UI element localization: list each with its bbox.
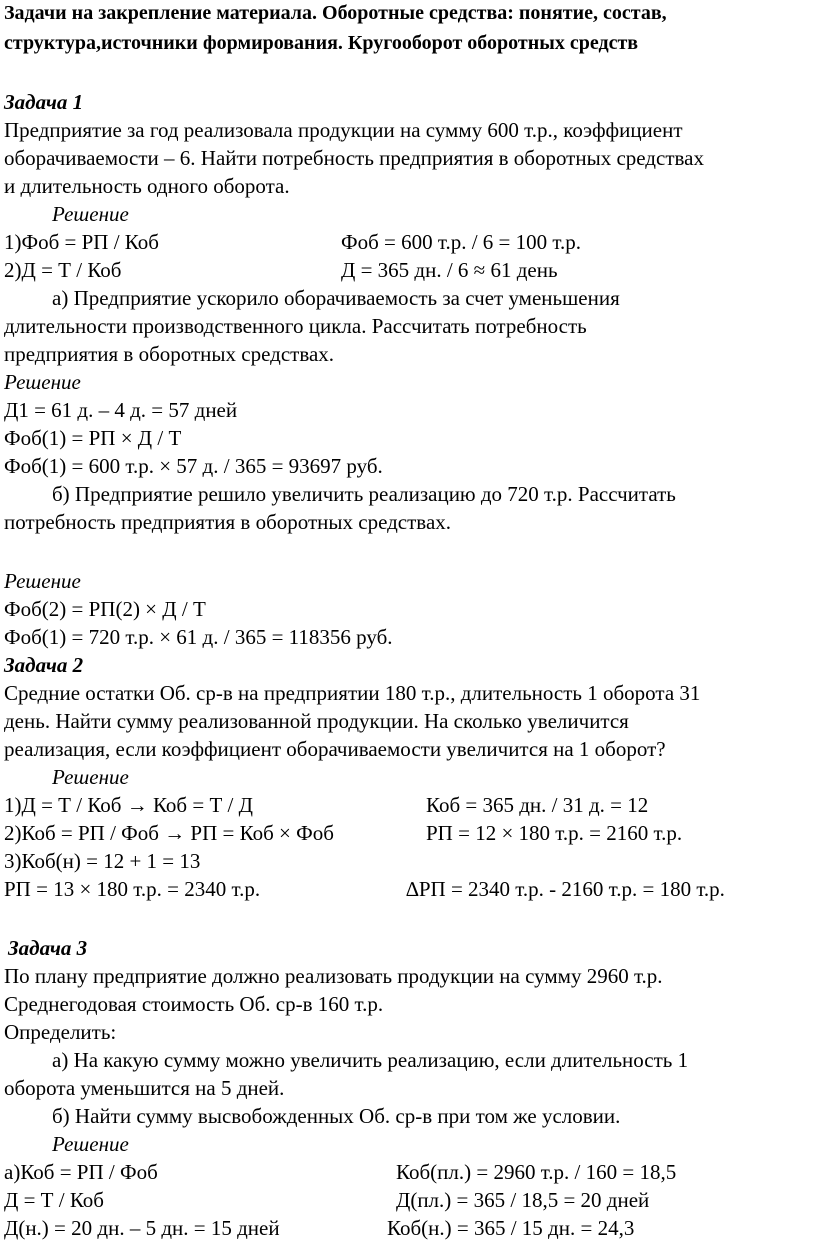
- task2-step-calc: Коб = 365 дн. / 31 д. = 12: [426, 793, 649, 817]
- task1-part-a-step: Фоб(1) = 600 т.р. × 57 д. / 365 = 93697 руб.: [4, 454, 383, 478]
- task1-part-a-line: а) Предприятие ускорило оборачиваемость за счет уменьшения: [52, 286, 620, 310]
- task3-step-formula: Д = Т / Коб: [4, 1188, 104, 1212]
- task1-part-b-solution-label: Решение: [4, 569, 81, 593]
- task2-condition-line: реализация, если коэффициент оборачиваемости увеличится на 1 оборот?: [4, 737, 666, 761]
- task1-part-a-line: длительности производственного цикла. Рассчитать потребность: [4, 314, 587, 338]
- task3-condition-line: По плану предприятие должно реализовать продукции на сумму 2960 т.р.: [4, 964, 663, 988]
- task3-step-calc: Д(пл.) = 365 / 18,5 = 20 дней: [396, 1188, 650, 1212]
- task2-step-formula: 2)Коб = РП / Фоб → РП = Коб × Фоб: [4, 821, 334, 845]
- task1-part-b-line: потребность предприятия в оборотных средствах.: [4, 510, 452, 534]
- task3-part-a-line: оборота уменьшится на 5 дней.: [4, 1076, 285, 1100]
- task3-step-calc: Коб(пл.) = 2960 т.р. / 160 = 18,5: [396, 1160, 677, 1184]
- task1-step: [4, 229, 159, 255]
- task3-part-b-line: б) Найти сумму высвобожденных Об. ср-в при том же условии.: [52, 1104, 621, 1128]
- task1-condition-line: Предприятие за год реализовала продукции на сумму 600 т.р., коэффициент: [4, 118, 683, 142]
- task2-step-formula: 1)Д = Т / Коб → Коб = Т / Д: [4, 793, 253, 817]
- task2-step-formula: РП = 13 × 180 т.р. = 2340 т.р.: [4, 877, 261, 901]
- task2-step-formula: 3)Коб(н) = 12 + 1 = 13: [4, 849, 201, 873]
- task2-step-calc: РП = 12 × 180 т.р. = 2160 т.р.: [426, 821, 683, 845]
- task1-step-calc: Фоб = 600 т.р. / 6 = 100 т.р.: [341, 230, 581, 254]
- task1-condition-line: оборачиваемости – 6. Найти потребность предприятия в оборотных средствах: [4, 146, 704, 170]
- document-title-line-2: структура,источники формирования. Кругооборот оборотных средств: [4, 32, 639, 54]
- task1-part-b-step: Фоб(2) = РП(2) × Д / Т: [4, 597, 206, 621]
- task3-step-calc: Коб(н.) = 365 / 15 дн. = 24,3: [387, 1216, 635, 1240]
- task2-step-calc: ∆РП = 2340 т.р. - 2160 т.р. = 180 т.р.: [406, 877, 725, 901]
- task2-title: Задача 2: [4, 653, 84, 677]
- task1-solution-label: Решение: [52, 202, 129, 226]
- task1-step: [4, 257, 121, 283]
- task3-solution-label: Решение: [52, 1132, 129, 1156]
- task1-part-a-step: Д1 = 61 д. – 4 д. = 57 дней: [4, 398, 238, 422]
- task1-part-a-step: Фоб(1) = РП × Д / Т: [4, 426, 182, 450]
- task3-step-formula: а)Коб = РП / Фоб: [4, 1160, 158, 1184]
- task1-part-b-line: б) Предприятие решило увеличить реализацию до 720 т.р. Рассчитать: [52, 482, 676, 506]
- task1-part-a-solution-label: Решение: [4, 370, 81, 394]
- task1-step-formula: 2)Д = Т / Коб: [4, 258, 122, 282]
- task3-title: Задача 3: [8, 936, 88, 960]
- task2-condition-line: Средние остатки Об. ср-в на предприятии 180 т.р., длительность 1 оборота 31: [4, 681, 701, 705]
- document-title-line-1: Задачи на закрепление материала. Оборотные средства: понятие, состав,: [4, 2, 667, 24]
- task1-condition-line: и длительность одного оборота.: [4, 174, 290, 198]
- task3-condition-line: Среднегодовая стоимость Об. ср-в 160 т.р.: [4, 992, 384, 1016]
- task1-step-calc: Д = 365 дн. / 6 ≈ 61 день: [341, 258, 558, 282]
- task3-condition-line: Определить:: [4, 1020, 117, 1044]
- task3-part-a-line: а) На какую сумму можно увеличить реализацию, если длительность 1: [52, 1048, 689, 1072]
- task1-part-b-step: Фоб(1) = 720 т.р. × 61 д. / 365 = 118356 руб.: [4, 625, 393, 649]
- task3-step-formula: Д(н.) = 20 дн. – 5 дн. = 15 дней: [4, 1216, 280, 1240]
- task1-title: Задача 1: [4, 90, 84, 114]
- task1-step-formula: 1)Фоб = РП / Коб: [4, 230, 159, 254]
- task1-part-a-line: предприятия в оборотных средствах.: [4, 342, 335, 366]
- task2-solution-label: Решение: [52, 765, 129, 789]
- task2-condition-line: день. Найти сумму реализованной продукции. На сколько увеличится: [4, 709, 629, 733]
